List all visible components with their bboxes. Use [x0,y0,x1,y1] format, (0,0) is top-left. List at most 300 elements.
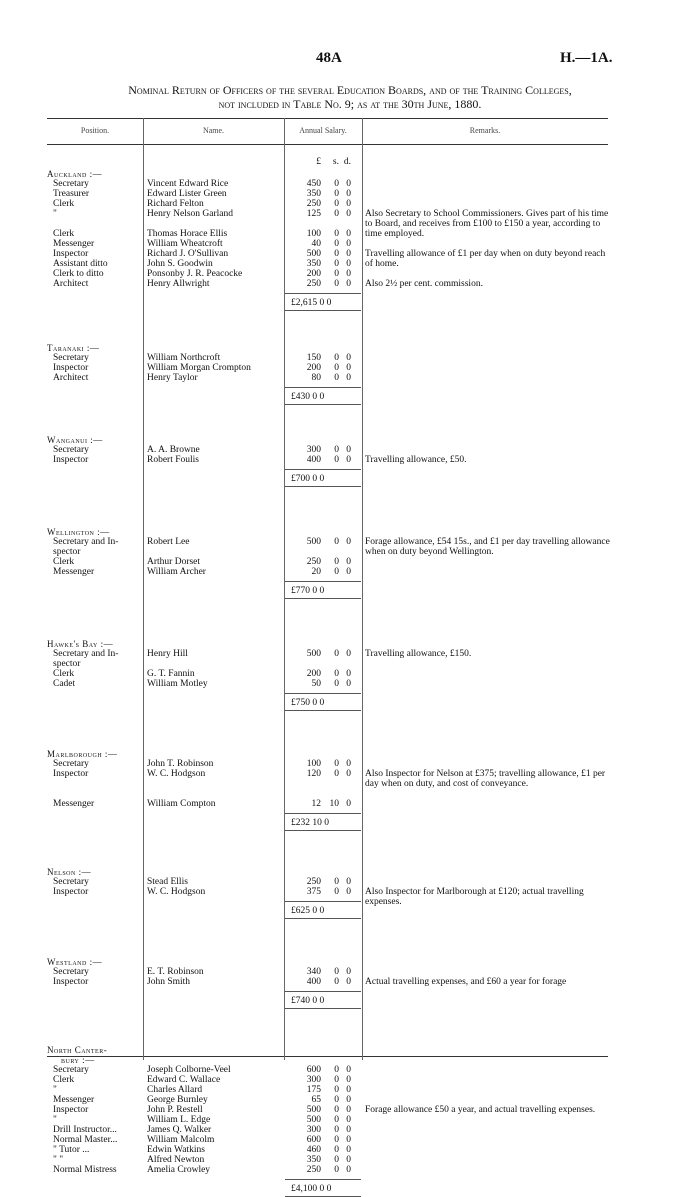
table-row [47,779,608,789]
salary-pence: 0 [346,229,351,239]
salary-pence: 0 [346,1115,351,1125]
total-rule [285,901,361,902]
officer-position: Messenger [53,1095,95,1105]
board-total: £625 0 0 [291,906,325,916]
salary-pounds: 350 [306,259,321,269]
officer-name: Edward C. Wallace [147,1075,221,1085]
salary-pounds: 300 [306,1075,321,1085]
officer-position: Clerk [53,669,75,679]
salary-shillings: 0 [334,759,339,769]
salary-pounds: 40 [311,239,321,249]
salary-pence: 0 [346,1095,351,1105]
officer-position: Architect [53,279,89,289]
salary-shillings: 0 [334,1125,339,1135]
remark-text: Also 2½ per cent. commission. [365,279,483,289]
salary-pounds: 500 [306,1115,321,1125]
table-row [47,547,608,557]
officer-position: Clerk [53,229,75,239]
table-row [47,1115,608,1125]
officer-name: William Wheatcroft [147,239,223,249]
salary-pence: 0 [346,353,351,363]
officer-name: E. T. Robinson [147,967,204,977]
salary-pence: 0 [346,769,351,779]
total-rule [285,813,361,814]
board-total-row [47,1181,608,1197]
officer-position: Inspector [53,769,89,779]
salary-shillings: 0 [334,1165,339,1175]
officer-name: Stead Ellis [147,877,188,887]
table-row [47,679,608,689]
board-total: £750 0 0 [291,698,325,708]
salary-pence: 0 [346,679,351,689]
document-title [40,83,660,111]
salary-pounds: 500 [306,249,321,259]
total-rule-bottom [285,1008,361,1009]
table-row [47,239,608,249]
column-header-name: Name. [202,126,225,135]
table-row [47,877,608,887]
salary-pounds: 450 [306,179,321,189]
officer-name: William Motley [147,679,208,689]
table-row [47,789,608,799]
officer-name: W. C. Hodgson [147,769,206,779]
salary-pounds: 350 [306,1155,321,1165]
salary-pence: 0 [346,189,351,199]
salary-shillings: 0 [334,249,339,259]
column-header-remarks: Remarks. [469,126,501,135]
officer-name: Robert Foulis [147,455,199,465]
salary-pounds: 50 [311,679,321,689]
board-name: Hawke's Bay :— [47,639,114,649]
salary-pounds: 20 [311,567,321,577]
table-row [47,1125,608,1135]
table-row [47,1145,608,1155]
salary-pence: 0 [346,759,351,769]
table-row [47,659,608,669]
table-row [47,363,608,373]
table-row [47,1105,608,1115]
salary-pence: 0 [346,1075,351,1085]
remark-text: Also Secretary to School Commissioners. Gives part of his time to Board, and receives from £100 to £150 a year, according to time employed. [365,209,609,239]
officer-position: Secretary and In- [53,649,119,659]
board-section [47,169,608,311]
board-section [47,867,608,919]
salary-shillings: 0 [334,353,339,363]
officer-position: " [53,209,57,219]
table-row [47,759,608,769]
officer-name: Amelia Crowley [147,1165,211,1175]
officer-name: Henry Hill [147,649,188,659]
officer-name: Ponsonby J. R. Peacocke [147,269,243,279]
salary-shillings: 0 [334,363,339,373]
officer-name: Joseph Colborne-Veel [147,1065,231,1075]
officer-name: A. A. Browne [147,445,200,455]
board-total-row [47,903,608,919]
salary-pounds: 300 [306,1125,321,1135]
salary-shillings: 0 [334,1155,339,1165]
officer-name: Richard Felton [147,199,204,209]
officer-position: Secretary [53,759,89,769]
salary-shillings: 0 [334,179,339,189]
table-row [47,445,608,455]
remark-text: Actual travelling expenses, and £60 a year for forage [365,977,567,987]
officer-name: William Morgan Crompton [147,363,251,373]
board-section [47,435,608,487]
officer-name: Thomas Horace Ellis [147,229,228,239]
board-total: £232 10 0 [291,818,329,828]
board-name: Nelson :— [47,867,92,877]
salary-pence: 0 [346,887,351,897]
board-total-row [47,815,608,831]
total-rule-bottom [285,918,361,919]
table-row [47,769,608,789]
salary-shillings: 0 [334,229,339,239]
title-line-2: not included in Table No. 9; as at the 30th June, 1880. [218,97,482,111]
total-rule-bottom [285,598,361,599]
salary-shillings: 0 [334,189,339,199]
officer-position: Secretary [53,179,89,189]
salary-pence: 0 [346,373,351,383]
officer-position: Inspector [53,363,89,373]
page-number: 48A [316,50,342,66]
salary-pence: 0 [346,537,351,547]
salary-shillings: 0 [334,1075,339,1085]
board-section [47,1045,608,1197]
officer-position: Inspector [53,887,89,897]
salary-pounds: 100 [306,759,321,769]
salary-shillings: 0 [334,877,339,887]
table-row [47,1075,608,1085]
salary-shillings: 0 [334,1065,339,1075]
salary-shillings: 0 [334,269,339,279]
salary-pounds: 500 [306,649,321,659]
remark-text: Travelling allowance of £1 per day when on duty beyond reach of home. [365,249,606,269]
officer-position: Normal Mistress [53,1165,117,1175]
salary-shillings: 0 [334,679,339,689]
remark-text: Also Inspector for Nelson at £375; travelling allowance, £1 per day when on duty, and cost of conveyance. [365,769,606,789]
salary-shillings: 0 [334,279,339,289]
salary-pence: 0 [346,1145,351,1155]
salary-pence: 0 [346,1165,351,1175]
salary-pence: 0 [346,209,351,219]
salary-pounds: 300 [306,445,321,455]
board-total: £4,100 0 0 [291,1184,332,1194]
officer-position: Clerk [53,199,75,209]
salary-shillings: 0 [334,1135,339,1145]
salary-pence: 0 [346,1085,351,1095]
salary-pence: 0 [346,455,351,465]
remark-text: Forage allowance £50 a year, and actual travelling expenses. [365,1105,596,1115]
officer-name: George Burnley [147,1095,208,1105]
table-row [47,219,608,229]
board-section [47,527,608,599]
officer-name: John S. Goodwin [147,259,213,269]
salary-pence: 0 [346,567,351,577]
table-row [47,557,608,567]
table-row [47,887,608,907]
salary-pounds: 200 [306,269,321,279]
salary-pounds: 175 [306,1085,321,1095]
board-name: Auckland :— [47,169,103,179]
officer-position: spector [53,547,81,557]
officer-position: Inspector [53,455,89,465]
table-row [47,1085,608,1095]
table-row [47,353,608,363]
table-row [47,567,608,577]
officer-name: G. T. Fannin [147,669,195,679]
officer-position: Secretary [53,353,89,363]
officer-name: Edward Lister Green [147,189,227,199]
officer-position: Secretary [53,445,89,455]
total-rule [285,693,361,694]
salary-pounds: 250 [306,1165,321,1175]
total-rule [285,581,361,582]
officer-position: Secretary [53,877,89,887]
salary-pounds: 65 [311,1095,321,1105]
board-total-row [47,389,608,405]
salary-pounds: 400 [306,455,321,465]
total-rule-bottom [285,404,361,405]
column-header-position: Position. [80,126,110,135]
officer-name: William Compton [147,799,216,809]
officer-name: Henry Nelson Garland [147,209,234,219]
remark-text: Forage allowance, £54 15s., and £1 per day travelling allowance when on duty beyond Wellington. [365,537,610,557]
officer-name: Robert Lee [147,537,190,547]
officer-position: Normal Master... [53,1135,118,1145]
salary-pounds: 460 [306,1145,321,1155]
table-row [47,269,608,279]
salary-pounds: 340 [306,967,321,977]
salary-pounds: 500 [306,1105,321,1115]
board-name: Marlborough :— [47,749,118,759]
salary-pence: 0 [346,259,351,269]
officer-name: William Malcolm [147,1135,215,1145]
officer-name: John Smith [147,977,191,987]
officer-position: " [53,1115,57,1125]
officer-name: James Q. Walker [147,1125,212,1135]
total-rule-bottom [285,486,361,487]
officer-position: Secretary [53,1065,89,1075]
table-row [47,799,608,809]
salary-pence: 0 [346,877,351,887]
salary-pounds: 600 [306,1065,321,1075]
board-name: Wellington :— [47,527,110,537]
officer-position: Messenger [53,567,95,577]
currency-pence: d. [343,157,351,167]
salary-pounds: 100 [306,229,321,239]
salary-pounds: 200 [306,669,321,679]
board-section [47,749,608,831]
table-header [47,126,608,138]
total-rule-bottom [285,710,361,711]
officer-name: Henry Allwright [147,279,210,289]
officer-name: W. C. Hodgson [147,887,206,897]
salary-shillings: 0 [334,455,339,465]
salary-shillings: 0 [334,373,339,383]
officer-position: Secretary [53,967,89,977]
table-row [47,977,608,987]
header-bottom-rule [47,144,608,145]
officer-name: Alfred Newton [147,1155,205,1165]
officer-position: Messenger [53,799,95,809]
table-row [47,1065,608,1075]
officer-position: Treasurer [53,189,90,199]
table-row [47,189,608,199]
salary-pounds: 150 [306,353,321,363]
title-line-1: Nominal Return of Officers of the several Education Boards, and of the Training Colleges, [128,83,572,97]
salary-shillings: 0 [334,1085,339,1095]
salary-shillings: 0 [334,567,339,577]
salary-pence: 0 [346,977,351,987]
table-row [47,455,608,465]
salary-shillings: 0 [334,209,339,219]
salary-pence: 0 [346,249,351,259]
salary-pounds: 250 [306,199,321,209]
table-row [47,1165,608,1175]
salary-pounds: 400 [306,977,321,987]
officer-name: Richard J. O'Sullivan [147,249,229,259]
table-row [47,229,608,239]
officer-name: Edwin Watkins [147,1145,205,1155]
salary-pence: 0 [346,649,351,659]
currency-pounds: £ [316,157,321,167]
board-total-row [47,993,608,1009]
officer-position: Messenger [53,239,95,249]
currency-header [47,157,608,167]
officer-name: John P. Restell [147,1105,203,1115]
officer-name: Vincent Edward Rice [147,179,229,189]
currency-shillings: s. [332,157,339,167]
table-top-rule [47,118,608,119]
officer-position: Inspector [53,249,89,259]
salary-shillings: 10 [329,799,339,809]
officer-name: William Northcroft [147,353,221,363]
salary-pounds: 120 [306,769,321,779]
salary-pounds: 350 [306,189,321,199]
table-row [47,1135,608,1145]
salary-pence: 0 [346,363,351,373]
officer-position: Clerk [53,1075,75,1085]
salary-pounds: 250 [306,279,321,289]
officer-position: spector [53,659,81,669]
officer-position: " Tutor ... [53,1145,90,1155]
remark-text: Also Inspector for Marlborough at £120; actual travelling expenses. [365,887,584,907]
board-total-row [47,583,608,599]
salary-shillings: 0 [334,977,339,987]
salary-shillings: 0 [334,557,339,567]
salary-pence: 0 [346,669,351,679]
board-total: £700 0 0 [291,474,325,484]
salary-pence: 0 [346,199,351,209]
board-name: Wanganui :— [47,435,103,445]
total-rule [285,469,361,470]
salary-pence: 0 [346,557,351,567]
total-rule-bottom [285,830,361,831]
board-name: Taranaki :— [47,343,100,353]
salary-pence: 0 [346,1135,351,1145]
total-rule [285,387,361,388]
total-rule [285,1179,361,1180]
officer-position: Assistant ditto [53,259,108,269]
salary-shillings: 0 [334,537,339,547]
board-total: £430 0 0 [291,392,325,402]
board-name-continued: bury :— [61,1055,95,1065]
salary-pounds: 80 [311,373,321,383]
board-total-row [47,471,608,487]
remark-text: Travelling allowance, £50. [365,455,467,465]
table-row [47,279,608,289]
nominal-return-table [47,157,608,1197]
salary-pence: 0 [346,239,351,249]
salary-pounds: 250 [306,557,321,567]
officer-position: Architect [53,373,89,383]
table-row [47,199,608,209]
officer-position: Clerk to ditto [53,269,104,279]
board-total: £770 0 0 [291,586,325,596]
officer-position: " " [53,1155,64,1165]
board-section [47,639,608,711]
table-row [47,1095,608,1105]
board-total-row [47,295,608,311]
salary-pence: 0 [346,269,351,279]
board-total: £2,615 0 0 [291,298,332,308]
officer-name: John T. Robinson [147,759,214,769]
salary-pence: 0 [346,1105,351,1115]
salary-pence: 0 [346,967,351,977]
officer-position: Cadet [53,679,76,689]
salary-shillings: 0 [334,967,339,977]
salary-pounds: 12 [311,799,321,809]
officer-name: William Archer [147,567,206,577]
salary-pounds: 125 [306,209,321,219]
officer-position: Inspector [53,1105,89,1115]
salary-pence: 0 [346,1125,351,1135]
salary-shillings: 0 [334,887,339,897]
officer-name: Henry Taylor [147,373,198,383]
salary-shillings: 0 [334,769,339,779]
board-name: North Canter- [47,1045,108,1055]
officer-position: " [53,1085,57,1095]
table-row [47,373,608,383]
salary-shillings: 0 [334,1115,339,1125]
salary-shillings: 0 [334,1145,339,1155]
salary-shillings: 0 [334,259,339,269]
total-rule-bottom [285,310,361,311]
salary-pounds: 500 [306,537,321,547]
total-rule [285,293,361,294]
officer-position: Clerk [53,557,75,567]
board-total-row [47,695,608,711]
salary-pounds: 200 [306,363,321,373]
officer-name: Charles Allard [147,1085,203,1095]
salary-shillings: 0 [334,1095,339,1105]
table-row [47,259,608,269]
salary-shillings: 0 [334,649,339,659]
salary-shillings: 0 [334,1105,339,1115]
remark-text: Travelling allowance, £150. [365,649,472,659]
officer-position: Drill Instructor... [53,1125,117,1135]
salary-shillings: 0 [334,199,339,209]
salary-pence: 0 [346,1155,351,1165]
table-row [47,1155,608,1165]
document-reference: H.—1A. [560,50,613,66]
officer-position: Secretary and In- [53,537,119,547]
salary-pence: 0 [346,279,351,289]
salary-pence: 0 [346,445,351,455]
board-section [47,957,608,1009]
column-header-salary: Annual Salary. [299,126,347,135]
salary-pence: 0 [346,1065,351,1075]
